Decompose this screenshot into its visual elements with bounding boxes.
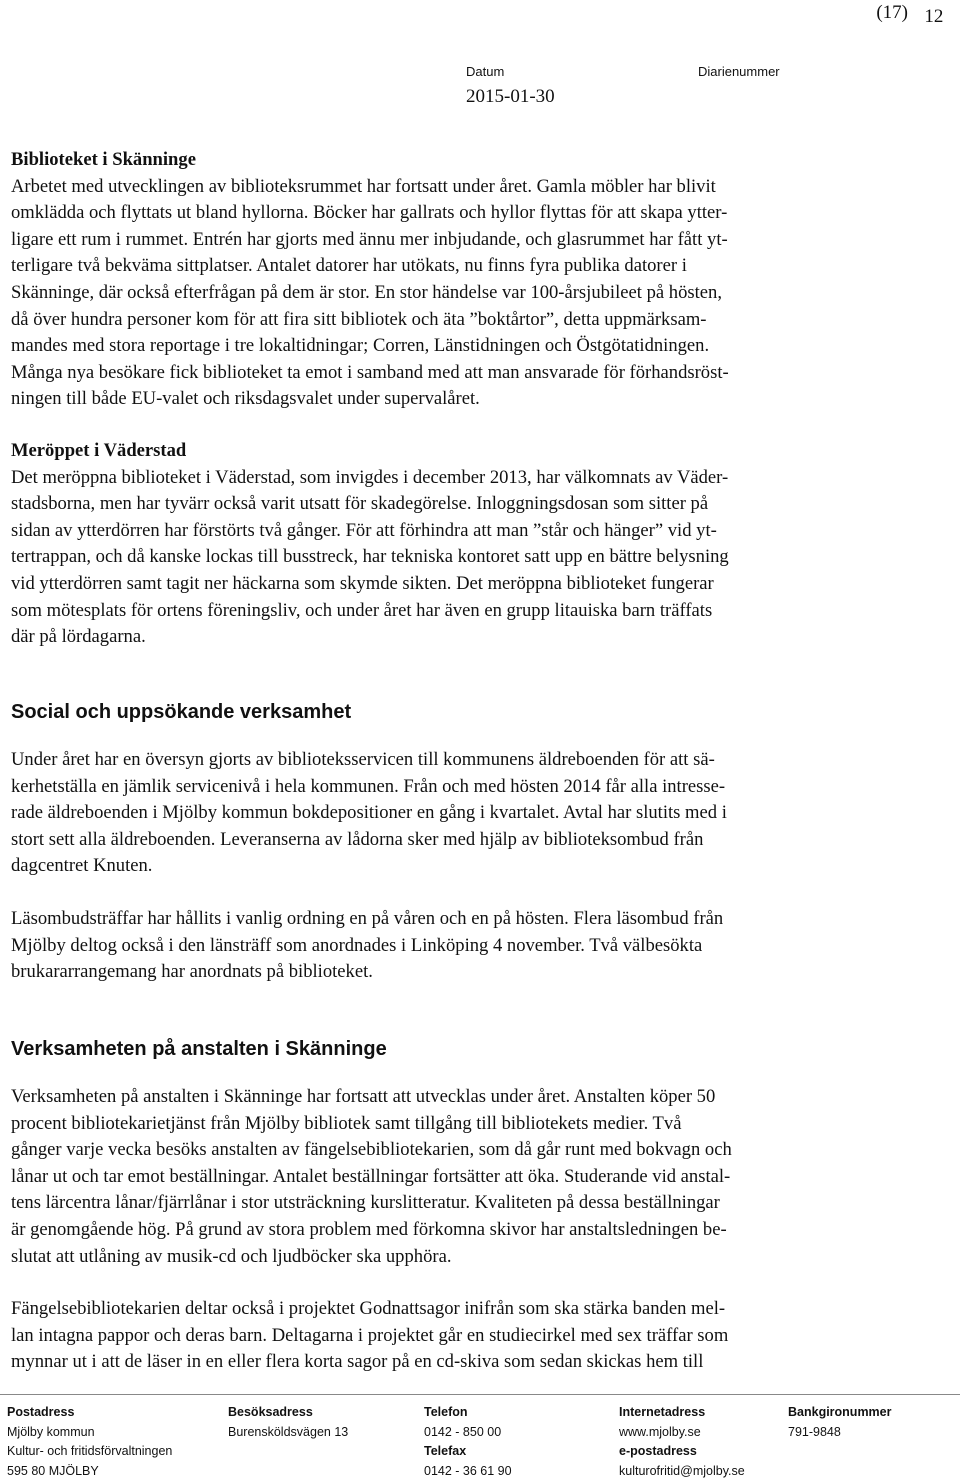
- text-line: ligare ett rum i rummet. Entrén har gjorts med ännu mer inbjudande, och glasrummet har fått yt-: [11, 228, 728, 250]
- text-line: Det meröppna biblioteket i Väderstad, som invigdes i december 2013, har välkomnats av Väder-: [11, 466, 729, 488]
- text-line: gånger varje vecka besöks anstalten av fängelsebibliotekarien, som då går runt med bokvagn och: [11, 1139, 732, 1161]
- footer-label: Telefon: [424, 1405, 468, 1419]
- text-line: omklädda och flyttats ut bland hyllorna. Böcker har gallrats och hyllor flyttas för att skapa ytter-: [11, 202, 728, 224]
- text-line: mynnar ut i att de läser in en eller flera korta sagor på en cd-skiva som sedan skickas hem till: [11, 1351, 704, 1373]
- text-line: då över hundra personer kom för att fira sitt bibliotek och äta ”boktårtor”, detta uppmärksam-: [11, 308, 707, 330]
- text-line: Mjölby deltog också i den länsträff som anordnades i Linköping 4 november. Två välbesökta: [11, 934, 703, 956]
- text-line: lan intagna pappor och deras barn. Deltagarna i projektet går en studiecirkel med sex träffar som: [11, 1324, 729, 1346]
- text-line: Skänninge, där också efterfrågan på dem är stor. En stor händelse var 100-årsjubileet på hösten,: [11, 281, 722, 303]
- text-line: Läsombudsträffar har hållits i vanlig ordning en på våren och en på hösten. Flera läsombud från: [11, 908, 724, 929]
- footer-value: 791-9848: [788, 1424, 841, 1439]
- text-line: Under året har en översyn gjorts av biblioteksservicen till kommunens äldreboenden för att sä-: [11, 749, 715, 770]
- text-line: Fängelsebibliotekarien deltar också i projektet Godnattsagor inifrån som ska stärka banden mel-: [11, 1298, 726, 1319]
- paragraph-social-1: [11, 747, 949, 880]
- paragraph-anstalt-2: [11, 1296, 949, 1376]
- footer-value: 0142 - 36 61 90: [424, 1463, 512, 1478]
- date-label: Datum: [466, 64, 505, 79]
- section-skanninge: [11, 147, 949, 413]
- page-footer: [0, 1394, 960, 1479]
- footer-label: Telefax: [424, 1444, 467, 1458]
- text-line: som mötesplats för ortens föreningsliv, och under året har även en grupp litauiska barn träffats: [11, 599, 713, 621]
- diary-number-label: Diarienummer: [698, 64, 780, 79]
- text-line: mandes med stora reportage i tre lokaltidningar; Corren, Länstidningen och Östgötatidningen.: [11, 335, 710, 357]
- paragraph-social-2: [11, 906, 949, 986]
- text-line: stadsborna, men har tyvärr också varit utsatt för skadegörelse. Inloggningsdosan som sitter på: [11, 493, 709, 515]
- website-link[interactable]: www.mjolby.se: [619, 1424, 701, 1439]
- text-line: dagcentret Knuten.: [11, 855, 153, 877]
- heading-anstalt: Verksamheten på anstalten i Skänninge: [11, 1038, 387, 1060]
- text-line: kerhetställa en jämlik servicenivå i hela kommunen. Från och med hösten 2014 får alla intresse-: [11, 775, 726, 797]
- section-title: Biblioteket i Skänninge: [11, 149, 196, 170]
- email-link[interactable]: kulturofritid@mjolby.se: [619, 1463, 745, 1478]
- text-line: ningen till både EU-valet och riksdagsvalet under supervalåret.: [11, 388, 480, 410]
- text-line: sidan av ytterdörren har förstörts två gånger. För att förhindra att man ”står och hänger” vid yt-: [11, 519, 717, 541]
- text-line: är genomgående hög. På grund av stora problem med förkomna skivor har anstaltsledningen be-: [11, 1218, 727, 1240]
- text-line: terligare två bekväma sittplatser. Antalet datorer har utökats, nu finns fyra publika datorer i: [11, 255, 687, 277]
- footer-label: Besöksadress: [228, 1405, 313, 1419]
- date-value: 2015-01-30: [466, 86, 555, 107]
- footer-value: Burensköldsvägen 13: [228, 1424, 349, 1439]
- footer-besoksadress: [228, 1403, 348, 1442]
- footer-postadress: [7, 1403, 172, 1479]
- footer-label: Postadress: [7, 1405, 75, 1419]
- text-line: procent bibliotekarietjänst från Mjölby bibliotek samt tillgång till bibliotekets medier. Två: [11, 1112, 682, 1134]
- text-line: vid ytterdörren samt tagit ner häckarna som skymde sikten. Det meröppna biblioteket fungerar: [11, 572, 714, 594]
- footer-value: 595 80 MJÖLBY: [7, 1463, 99, 1478]
- text-line: där på lördagarna.: [11, 626, 146, 648]
- text-line: tertrappan, och då kanske lockas till busstreck, har tekniska kontoret satt upp en bättre belysning: [11, 546, 729, 568]
- footer-value: 0142 - 850 00: [424, 1424, 502, 1439]
- footer-label: e-postadress: [619, 1444, 697, 1458]
- paragraph-anstalt-1: [11, 1084, 949, 1270]
- section-title: Meröppet i Väderstad: [11, 440, 187, 461]
- text-line: slutat att utlåning av musik-cd och ljudböcker ska upphöra.: [11, 1245, 452, 1267]
- footer-value: Mjölby kommun: [7, 1424, 95, 1439]
- page-number: [876, 2, 944, 27]
- text-line: Verksamheten på anstalten i Skänninge har fortsatt att utvecklas under året. Anstalten köper 50: [11, 1086, 716, 1107]
- footer-internet: [619, 1403, 745, 1479]
- text-line: brukararrangemang har anordnats på biblioteket.: [11, 961, 373, 983]
- text-line: lånar ut och tar emot beställningar. Antalet beställningar fortsätter att öka. Studerande vid anstal-: [11, 1165, 731, 1187]
- text-line: tens lärcentra lånar/fjärrlånar i stor utsträckning kurslitteratur. Kvaliteten på dessa beställningar: [11, 1192, 720, 1214]
- page-reference: (17): [876, 2, 908, 23]
- text-line: Många nya besökare fick biblioteket ta emot i samband med att man ansvarade för förhandsröst-: [11, 361, 729, 383]
- footer-telefon: [424, 1403, 512, 1479]
- footer-bankgiro: [788, 1403, 892, 1442]
- footer-value: Kultur- och fritidsförvaltningen: [7, 1444, 173, 1458]
- section-vaderstad: [11, 438, 949, 651]
- footer-label: Internetadress: [619, 1405, 706, 1419]
- heading-social: Social och uppsökande verksamhet: [11, 701, 352, 723]
- footer-label: Bankgironummer: [788, 1405, 892, 1419]
- text-line: stort sett alla äldreboenden. Leveranserna av lådorna sker med hjälp av biblioteksombud från: [11, 828, 704, 850]
- text-line: Arbetet med utvecklingen av biblioteksrummet har fortsatt under året. Gamla möbler har blivit: [11, 175, 716, 197]
- text-line: rade äldreboenden i Mjölby kommun bokdepositioner en gång i kvartalet. Avtal har slutits med i: [11, 802, 727, 824]
- page-number-value: 12: [924, 6, 944, 27]
